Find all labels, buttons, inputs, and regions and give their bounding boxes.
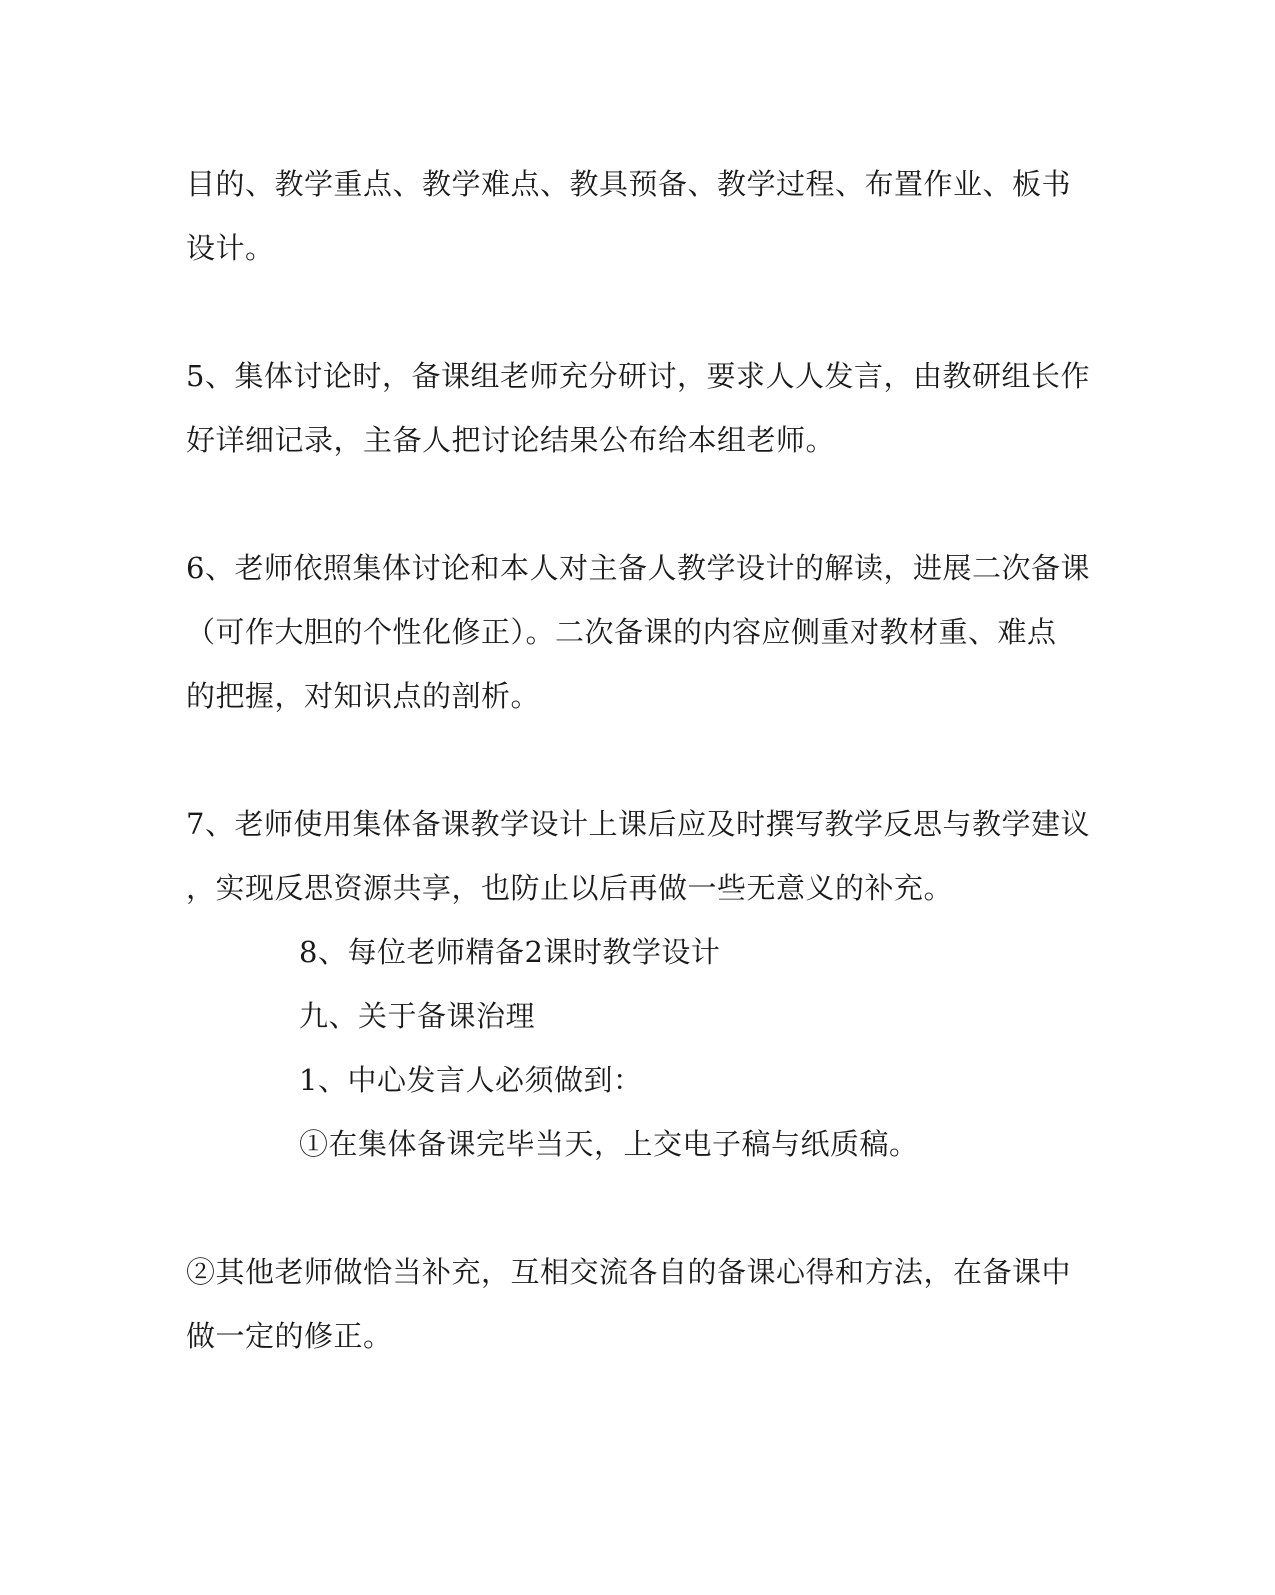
item-8: 8、每位老师精备2课时教学设计 (299, 935, 721, 969)
sub-item-1: ①在集体备课完毕当天，上交电子稿与纸质稿。 (299, 1127, 919, 1161)
paragraph-4-line-1: 目的、教学重点、教学难点、教具预备、教学过程、布置作业、板书 (186, 167, 1072, 201)
paragraph-4-line-2: 设计。 (186, 231, 275, 265)
paragraph-7-line-1: 7、老师使用集体备课教学设计上课后应及时撰写教学反思与教学建议 (186, 807, 1090, 841)
paragraph-6-line-3: 的把握，对知识点的剖析。 (186, 679, 541, 713)
paragraph-6-line-1: 6、老师依照集体讨论和本人对主备人教学设计的解读，进展二次备课 (186, 551, 1090, 585)
paragraph-5-line-1: 5、集体讨论时，备课组老师充分研讨，要求人人发言，由教研组长作 (186, 359, 1090, 393)
paragraph-5-line-2: 好详细记录，主备人把讨论结果公布给本组老师。 (186, 423, 836, 457)
paragraph-6-line-2: （可作大胆的个性化修正）。二次备课的内容应侧重对教材重、难点 (186, 615, 1057, 649)
sub-item-2-line-2: 做一定的修正。 (186, 1319, 393, 1353)
sub-item-2-line-1: ②其他老师做恰当补充，互相交流各自的备课心得和方法，在备课中 (186, 1255, 1072, 1289)
subsection-1-heading: 1、中心发言人必须做到： (299, 1063, 643, 1097)
section-9-heading: 九、关于备课治理 (299, 999, 536, 1033)
paragraph-7-line-2: ，实现反思资源共享，也防止以后再做一些无意义的补充。 (186, 871, 954, 905)
